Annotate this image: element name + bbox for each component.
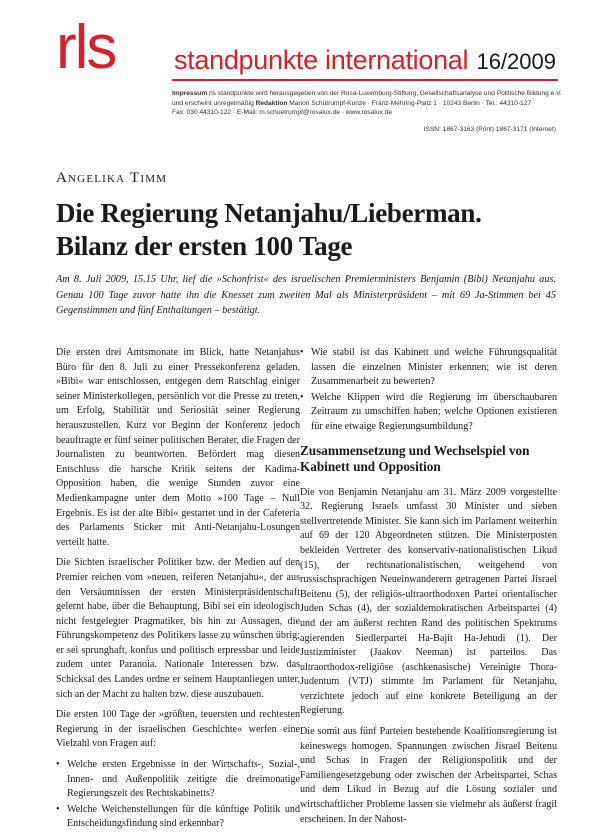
article-lead: Am 8. Juli 2009, 15.15 Uhr, lief die »Schonfrist« des israelischen Premierministers Benjamin (Bibi) Netanjahu aus. Genau 100 Tage zuvor hatte ihn die Knesset zum zweiten Mal als Ministerpräsident – mit 69 Ja-Stimmen bei 45 Gegenstimmen und fünf Enthaltungen – bestätigt.	[56, 274, 556, 316]
title-line-2: Bilanz der ersten 100 Tage	[56, 231, 353, 261]
imprint	[172, 89, 562, 118]
series-title: standpunkte international	[174, 45, 469, 75]
list-item: • Welche Weichenstellungen für die künftige Politik und Entscheidungsfindung sind erkennbar?	[56, 803, 300, 832]
issue-number: 16/2009	[476, 49, 556, 74]
paragraph: Die von Benjamin Netanjahu am 31. März 2009 vorgestellte 32. Regierung Israels umfasst 30 Minister und sieben stellvertretende Minister. Sie kann sich im Parlament weiterhin auf 69 der 120 Abgeordneten stützen. Die Ministerposten bekleiden Vertreter des konservativ-nationalistischen Likud (15), der rechtsnationalistischen, weitgehend von russischsprachigen Neueinwanderern getragenen Partei Jisrael Beitenu (5), der religiös-ultraorthodoxen Partei orientalischer Juden Schas (4), der sozialdemokratischen Arbeitspartei (4) und der am äußerst rechten Rand des politischen Spektrums agierenden Siedlerpartei Ha-Bajit Ha-Jehudi (1). Der Justizminister (Jaakov Neeman) ist parteilos. Das ultraorthodox-religiöse (aschkenasische) Vereinigte Thora-Judentum (VTJ) stimmte im Parlament für Netanjahu, verzichtete jedoch auf eine konkrete Beteiligung an der Regierung.	[300, 486, 557, 717]
title-line-1: Die Regierung Netanjahu/Lieberman.	[56, 198, 482, 228]
list-item: • Welche ersten Ergebnisse in der Wirtschafts-, Sozial-, Innen- und Außenpolitik zeitigte die dreimonatige Regierungszeit des Rechtskabinetts?	[56, 758, 300, 802]
imprint-contact: Fax: 030 44310-122 · E-Mail: m.schuetrumpf@rosalux.de · www.rosalux.de	[172, 109, 392, 117]
list-item: • Wie stabil ist das Kabinett und welche Führungsqualität lassen die einzelnen Minister erkennen; wie ist deren Zusammenarbeit zu bewerten?	[300, 346, 557, 390]
imprint-text-1: rls standpunkte wird herausgegeben von der Rosa-Luxemburg-Stiftung, Gesellschaftsanalyse und Politische Bildung e.V.	[207, 90, 562, 97]
paragraph: Die somit aus fünf Parteien bestehende Koalitionsregierung ist keineswegs homogen. Spannungen zwischen Jisrael Beitenu und Schas in Fragen der Religionspolitik und der Familiengesetzgebung oder zwischen der Arbeitspartei, Schas und dem Likud in Bezug auf die Lösung sozialer und wirtschaftlicher Probleme lassen sie vielmehr als äußerst fragil erscheinen. In der Nahost-	[300, 726, 557, 825]
paragraph: Die ersten 100 Tage der »größten, teuersten und rechtesten Regierung in der israelischen Geschichte« werfen eine Vielzahl von Fragen auf:	[56, 709, 300, 750]
header-rule	[172, 79, 558, 81]
imprint-text-2: und erscheint unregelmäßig	[172, 99, 256, 107]
paragraph: Die Sichten israelischer Politiker bzw. der Medien auf den Premier reichen vom »neuen, reiferen Netanjahu«, der aus den Versäumnissen der ersten Ministerpräsidentschaft gelernt habe, über die Behauptung, Bibi sei ein ideologisch nicht festgelegter Pragmatiker, bis hin zu Aussagen, die Führungskompetenz des Politikers lasse zu wünschen übrig; er sei sprunghaft, konfus und politisch erpressbar und leide zudem unter Paranoia. Nationale Interessen bzw. das Schicksal des Landes ordne er seinem Hauptanliegen unter, sich an der Macht zu halten bzw. diese auszubauen.	[56, 557, 300, 700]
question-list-continued	[300, 346, 557, 435]
left-column	[56, 346, 300, 838]
right-column	[300, 346, 557, 833]
imprint-editor-label: Redaktion	[255, 99, 288, 107]
section-heading: Zusammensetzung und Wechselspiel von Kabinett und Opposition	[300, 442, 530, 475]
list-item: • Welche Klippen wird die Regierung im überschaubaren Zeitraum zu umschiffen haben; welche Optionen existieren für eine etwaige Regierungsumbildung?	[300, 391, 557, 435]
author: Angelika Timm	[56, 170, 168, 186]
article-title	[56, 197, 556, 263]
paragraph: Die ersten drei Amtsmonate im Blick, hatte Netanjahus Büro für den 8. Juli zu einer Pressekonferenz geladen. »Bibi« war entschlossen, entgegen dem Ratschlag einiger seiner Ministerkollegen, persönlich vor die Presse zu treten, um Erfolg, Stabilität und Seriosität seiner Regierung herauszustellen. Kurz vor Beginn der Konferenz jedoch beauftragte er fünf seiner politischen Berater, die Fragen der Journalisten zu beantworten. Befördert mag diesen Entschluss die harsche Kritik seitens der Kadima-Opposition haben, die wenige Stunden zuvor eine Medienkampagne unter dem Motto »100 Tage – Null Ergebnis. Es ist der alte Bibi« gestartet und in der Cafeteria des Parlaments Sticker mit Anti-Netanjahu-Losungen verteilt hatte.	[56, 347, 300, 548]
imprint-label: Impressum	[172, 90, 208, 97]
imprint-text-3: Marion Schütrumpf-Kunze · Franz-Mehring-Platz 1 · 10243 Berlin · Tel.: 44310-127	[287, 99, 532, 107]
rls-logo: rls	[56, 13, 116, 82]
issn: ISSN: 1867-3163 (Print) 1867-3171 (Internet)	[423, 126, 556, 133]
question-list	[56, 758, 300, 832]
